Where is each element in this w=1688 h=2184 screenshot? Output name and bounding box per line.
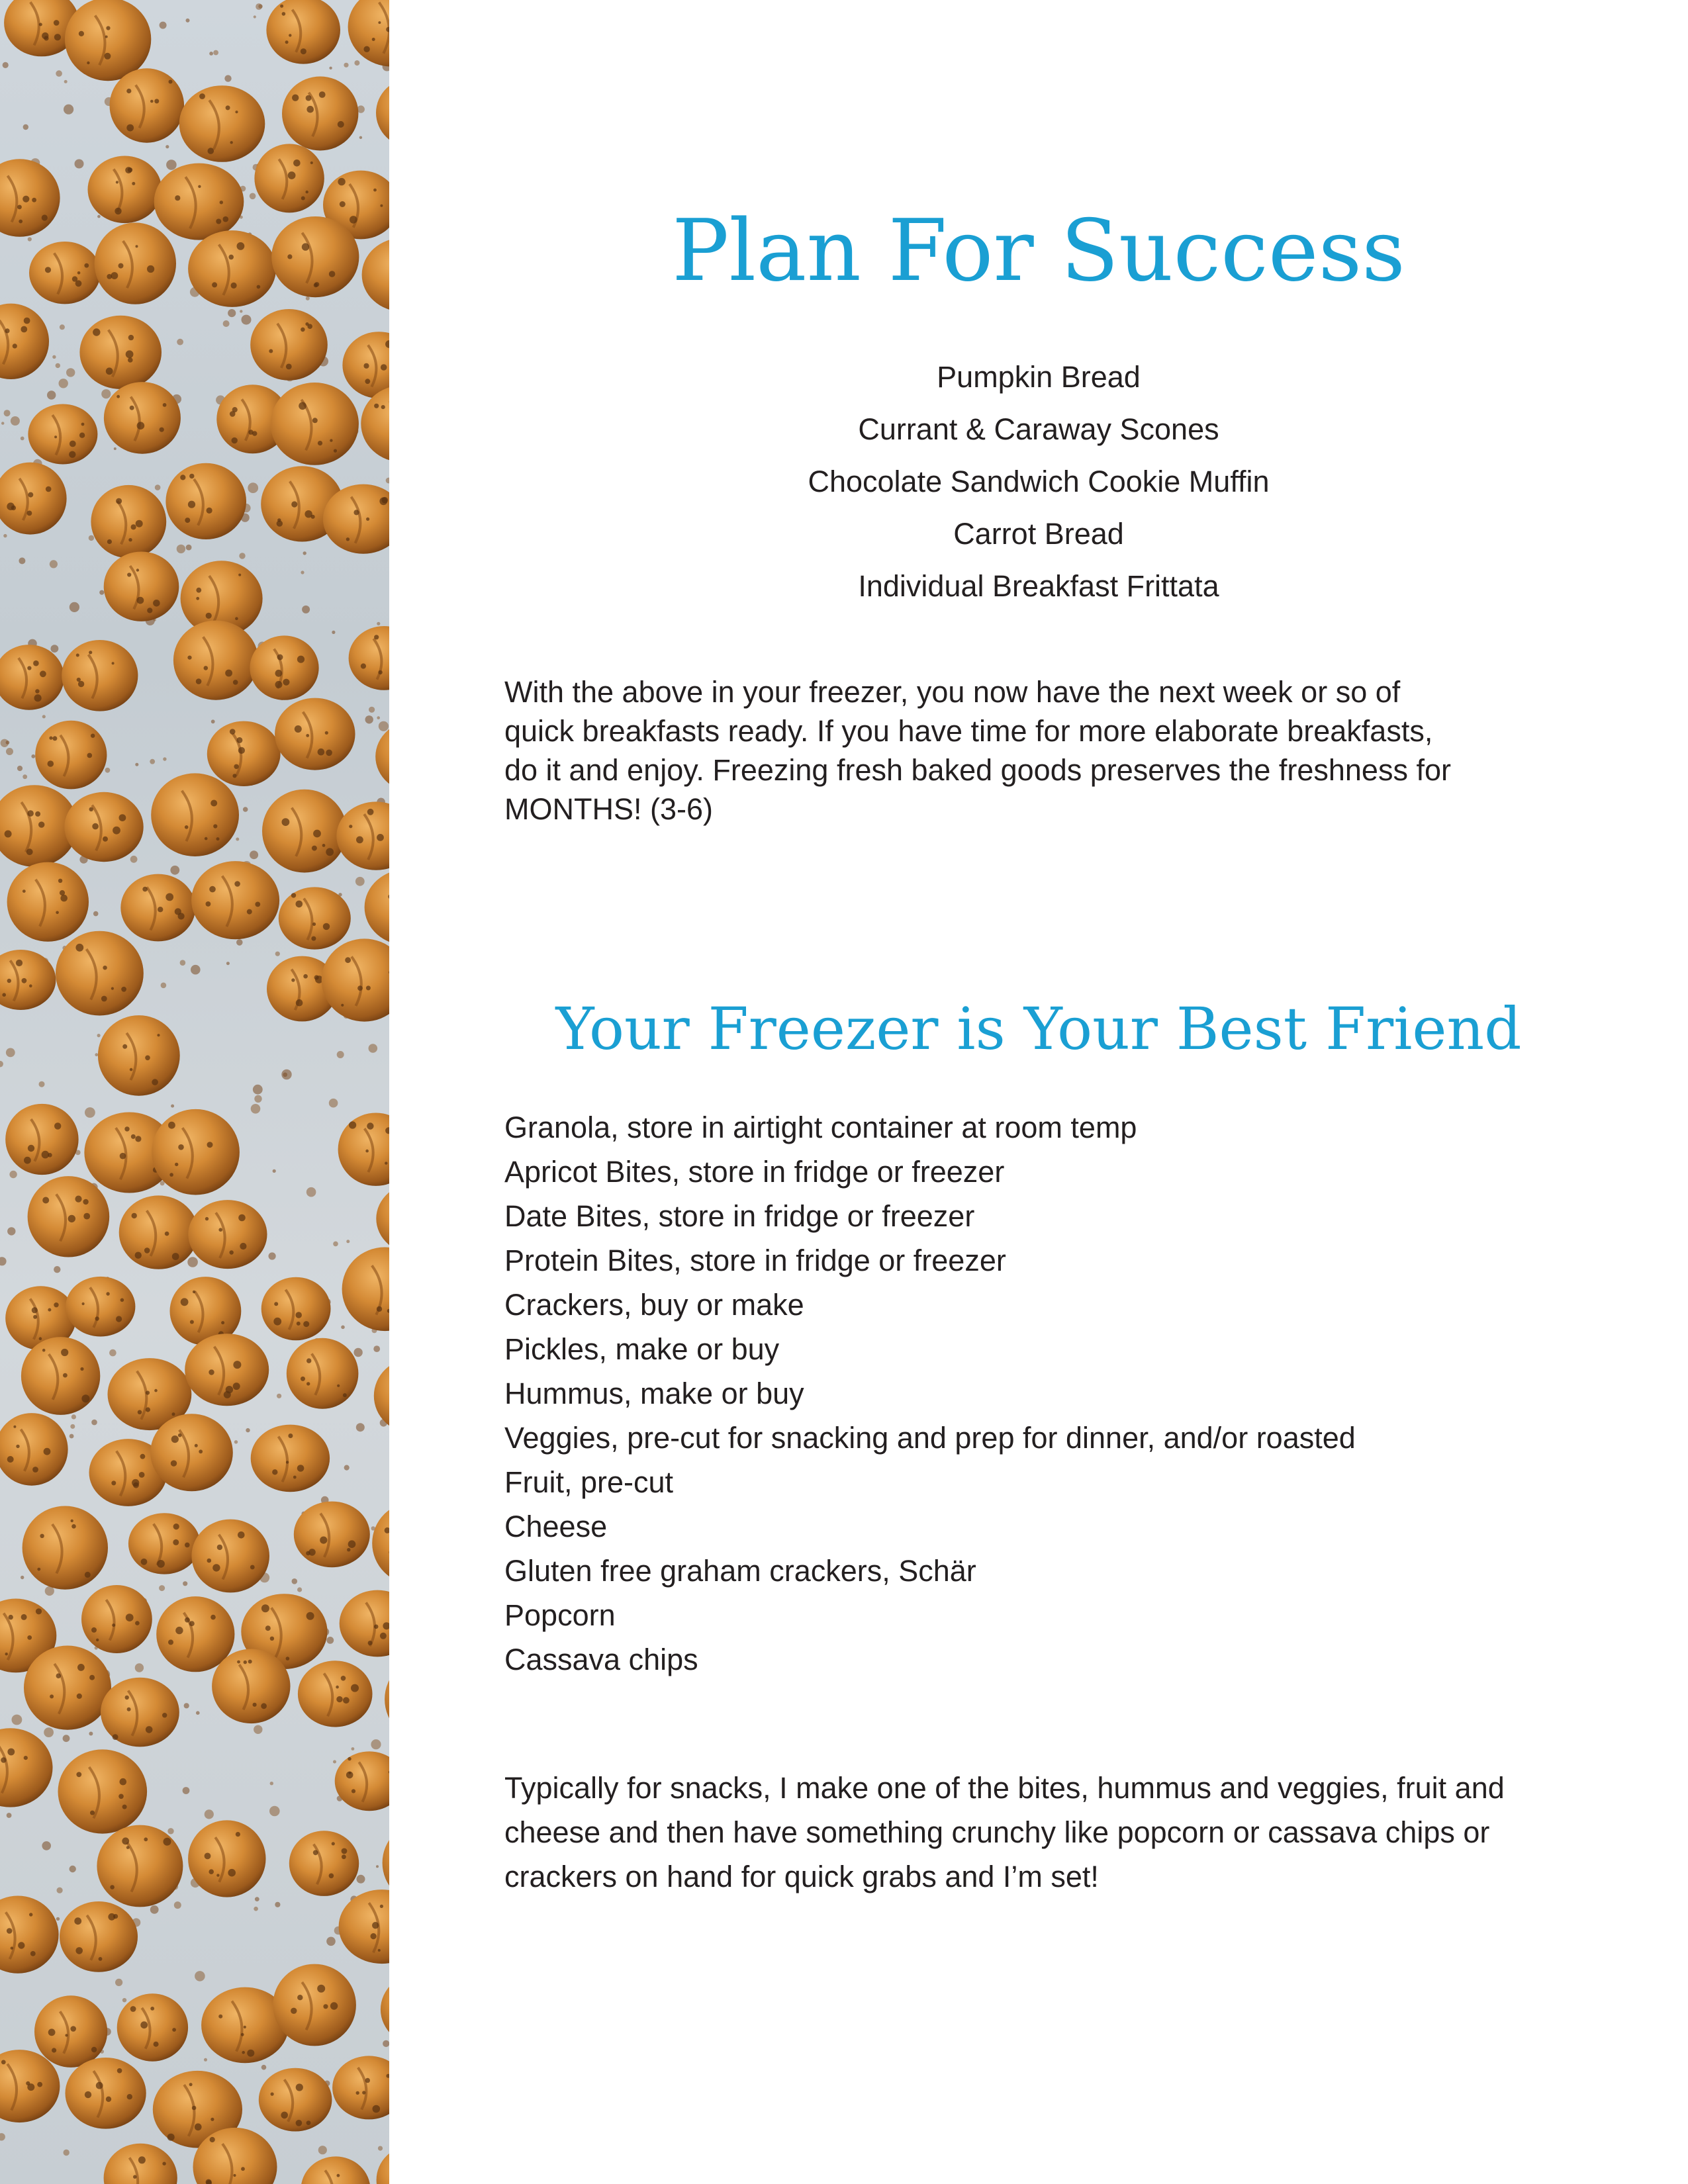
chickpea <box>66 1277 135 1337</box>
chickpea <box>165 463 246 539</box>
chickpea <box>23 1506 108 1590</box>
list-item: Fruit, pre-cut <box>504 1465 674 1499</box>
chickpea <box>150 1414 233 1491</box>
chickpea <box>0 463 67 535</box>
list-item: Individual Breakfast Frittata <box>858 569 1219 603</box>
chickpea <box>66 2058 146 2129</box>
chickpea <box>28 404 97 465</box>
list-item: Veggies, pre-cut for snacking and prep for dinner, and/or roasted <box>504 1421 1356 1455</box>
chickpea <box>151 773 239 856</box>
chickpea <box>261 1277 331 1341</box>
chickpea <box>282 77 358 151</box>
chickpea <box>65 0 151 81</box>
chickpea <box>0 645 64 710</box>
chickpea <box>362 238 389 312</box>
chickpea <box>338 1113 389 1186</box>
chickpea <box>339 1889 389 1964</box>
chickpea <box>5 1104 78 1175</box>
chickpea <box>0 159 60 237</box>
chickpea <box>62 640 138 711</box>
list-item: Popcorn <box>504 1598 616 1632</box>
chickpea <box>104 2144 177 2184</box>
chickpea <box>0 1413 68 1486</box>
roasted-chickpeas-image <box>0 0 389 2184</box>
chickpea <box>212 1649 290 1724</box>
chickpea <box>79 316 162 389</box>
chickpea <box>91 485 166 558</box>
chickpea <box>298 1661 373 1727</box>
list-item: Granola, store in airtight container at room temp <box>504 1111 1137 1144</box>
chickpea <box>81 1585 152 1653</box>
chickpea <box>294 1502 370 1568</box>
chickpea <box>56 931 144 1016</box>
chickpea <box>120 874 195 942</box>
chickpea <box>340 1590 389 1657</box>
chickpea <box>185 1334 269 1406</box>
chickpea <box>254 144 324 212</box>
chickpea <box>97 1825 183 1907</box>
chickpea <box>173 621 258 700</box>
chickpea <box>152 1109 240 1195</box>
snack-summary-paragraph: Typically for snacks, I make one of the bites, hummus and veggies, fruit and cheese and then have something crunchy like popcorn or cassava chips or crackers on hand for quick grabs and I’m set! <box>504 1771 1505 1893</box>
chickpea <box>271 216 359 297</box>
chickpea <box>385 1657 389 1742</box>
list-item: Pumpkin Bread <box>937 360 1141 394</box>
chickpea <box>376 1182 389 1255</box>
chickpea <box>207 721 281 786</box>
chickpea <box>348 0 389 67</box>
chickpea <box>64 792 143 862</box>
chickpea <box>101 1678 179 1747</box>
chickpea <box>35 721 107 790</box>
chickpea <box>88 156 162 223</box>
chickpea <box>154 163 244 240</box>
chickpea <box>381 1972 389 2046</box>
chickpea <box>0 950 56 1010</box>
chickpea <box>7 862 89 942</box>
chickpea <box>372 1502 389 1584</box>
snack-list <box>504 1105 1564 1682</box>
chickpea <box>301 2156 371 2184</box>
chickpea <box>287 1338 359 1409</box>
list-item: Apricot Bites, store in fridge or freezer <box>504 1155 1005 1189</box>
chickpea <box>95 222 176 304</box>
list-item: Chocolate Sandwich Cookie Muffin <box>808 465 1270 498</box>
list-item: Cheese <box>504 1510 608 1543</box>
chickpea <box>332 2056 389 2119</box>
chickpea <box>119 1195 199 1269</box>
chickpea <box>191 1520 269 1593</box>
chickpea-photo-strip <box>0 0 389 2184</box>
chickpea <box>128 1513 200 1574</box>
chickpea <box>110 68 185 142</box>
chickpea <box>98 1015 180 1096</box>
chickpea <box>342 332 389 398</box>
chickpea <box>271 383 359 465</box>
chickpea <box>275 698 355 770</box>
list-item: Protein Bites, store in fridge or freezer <box>504 1244 1006 1277</box>
chickpea <box>104 552 179 621</box>
list-item: Carrot Bread <box>953 517 1124 551</box>
breakfast-recipe-list <box>389 351 1688 612</box>
chickpea <box>349 626 389 690</box>
list-item: Crackers, buy or make <box>504 1288 804 1322</box>
chickpea <box>188 230 276 307</box>
chickpea <box>250 635 318 700</box>
chickpea <box>179 85 265 162</box>
chickpea <box>0 304 49 379</box>
page-title: Plan For Success <box>672 202 1405 300</box>
chickpea <box>336 801 389 870</box>
list-item: Gluten free graham crackers, Schär <box>504 1554 976 1588</box>
chickpea <box>21 1337 100 1415</box>
chickpea <box>28 1176 110 1257</box>
chickpea <box>188 1820 265 1897</box>
chickpea <box>191 861 279 939</box>
chickpea <box>279 887 351 949</box>
chickpea <box>58 1749 148 1833</box>
chickpea <box>377 2146 389 2184</box>
list-item: Currant & Caraway Scones <box>858 412 1219 446</box>
chickpea <box>361 385 389 462</box>
chickpea <box>376 78 389 148</box>
chickpea <box>342 1248 389 1332</box>
chickpea <box>250 309 328 381</box>
chickpea <box>259 2068 332 2132</box>
chickpea <box>251 1425 330 1492</box>
freezer-breakfast-paragraph: With the above in your freezer, you now have the next week or so of quick breakfasts ready. If you have time for more elaborate breakfasts, do it and enjoy. Freezing fresh baked goods preserves the freshness for MONTHS! (3-6) <box>504 675 1451 826</box>
chickpea <box>289 1831 359 1896</box>
chickpea <box>0 1896 59 1974</box>
chickpea <box>335 1751 389 1811</box>
chickpea <box>60 1901 138 1972</box>
list-item: Cassava chips <box>504 1643 698 1676</box>
chickpea <box>365 869 389 945</box>
list-item: Date Bites, store in fridge or freezer <box>504 1199 975 1233</box>
chickpea <box>322 938 389 1021</box>
chickpea <box>0 1728 53 1807</box>
chickpea <box>266 0 340 64</box>
chickpea <box>188 1200 267 1269</box>
chickpea <box>29 242 101 304</box>
chickpea <box>104 382 181 454</box>
chickpea <box>24 1646 111 1730</box>
chickpea <box>117 1993 188 2061</box>
list-item: Hummus, make or buy <box>504 1377 804 1410</box>
chickpea <box>34 1995 107 2068</box>
chickpea <box>262 790 347 873</box>
list-item: Pickles, make or buy <box>504 1332 780 1366</box>
section-title-freezer: Your Freezer is Your Best Friend <box>555 995 1522 1063</box>
chickpea <box>273 1964 356 2046</box>
